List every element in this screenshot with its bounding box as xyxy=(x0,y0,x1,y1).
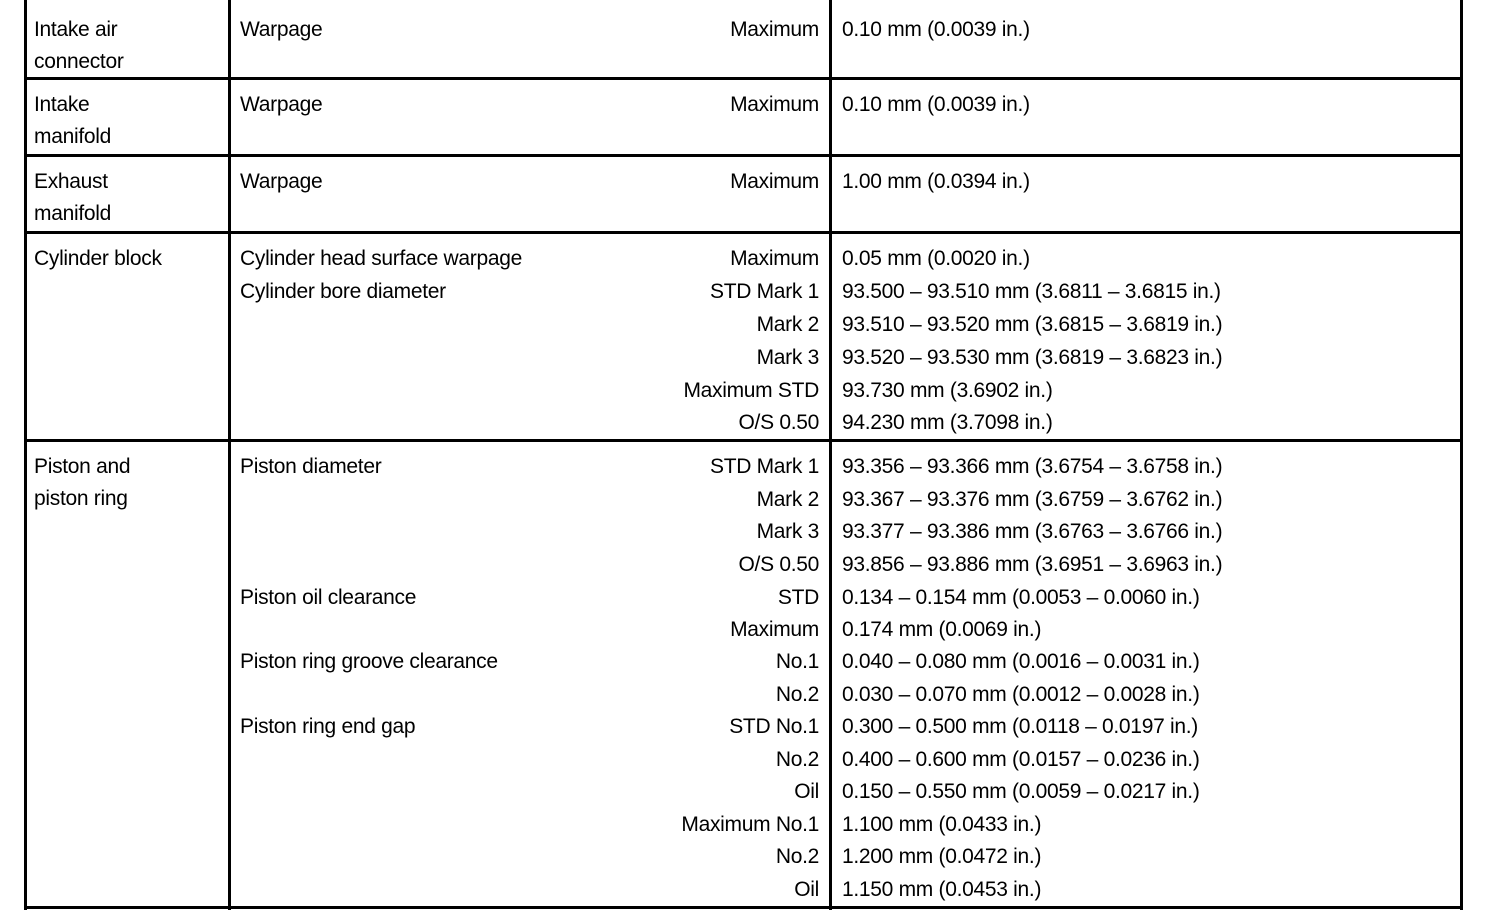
component-name: Intake xyxy=(34,93,90,116)
component-name: Piston and xyxy=(34,455,131,478)
table-column-divider-component xyxy=(228,0,231,910)
item-condition: No.2 xyxy=(775,748,819,771)
item-value: 0.400 – 0.600 mm (0.0157 – 0.0236 in.) xyxy=(842,748,1200,771)
item-condition: Mark 2 xyxy=(756,488,819,511)
table-row-separator xyxy=(24,77,1463,80)
item-condition: STD xyxy=(777,586,819,609)
item-value: 0.150 – 0.550 mm (0.0059 – 0.0217 in.) xyxy=(842,780,1200,803)
component-name: Exhaust xyxy=(34,170,108,193)
component-name: manifold xyxy=(34,125,111,148)
item-condition: Maximum xyxy=(730,18,819,41)
item-value: 93.510 – 93.520 mm (3.6815 – 3.6819 in.) xyxy=(842,313,1223,336)
table-row-separator xyxy=(24,439,1463,442)
item-label: Cylinder head surface warpage xyxy=(240,247,522,270)
item-label: Piston oil clearance xyxy=(240,586,417,609)
item-label: Warpage xyxy=(240,170,323,193)
item-condition: O/S 0.50 xyxy=(738,553,819,576)
item-condition: Mark 2 xyxy=(756,313,819,336)
item-value: 0.300 – 0.500 mm (0.0118 – 0.0197 in.) xyxy=(842,715,1198,738)
item-value: 1.100 mm (0.0433 in.) xyxy=(842,813,1042,836)
table-column-divider-value xyxy=(829,0,832,910)
item-value: 0.030 – 0.070 mm (0.0012 – 0.0028 in.) xyxy=(842,683,1200,706)
item-label: Piston ring end gap xyxy=(240,715,416,738)
item-condition: O/S 0.50 xyxy=(738,411,819,434)
item-condition: Maximum STD xyxy=(683,379,819,402)
item-condition: Maximum xyxy=(730,93,819,116)
item-value: 93.367 – 93.376 mm (3.6759 – 3.6762 in.) xyxy=(842,488,1223,511)
item-label: Warpage xyxy=(240,93,323,116)
item-value: 94.230 mm (3.7098 in.) xyxy=(842,411,1053,434)
component-name: piston ring xyxy=(34,487,128,510)
item-value: 0.10 mm (0.0039 in.) xyxy=(842,18,1030,41)
item-value: 0.040 – 0.080 mm (0.0016 – 0.0031 in.) xyxy=(842,650,1200,673)
table-row-separator xyxy=(24,154,1463,157)
item-value: 93.356 – 93.366 mm (3.6754 – 3.6758 in.) xyxy=(842,455,1223,478)
item-label: Piston diameter xyxy=(240,455,382,478)
item-condition: STD Mark 1 xyxy=(709,455,819,478)
item-condition: Maximum xyxy=(730,247,819,270)
item-value: 93.500 – 93.510 mm (3.6811 – 3.6815 in.) xyxy=(842,280,1221,303)
item-condition: Maximum No.1 xyxy=(681,813,819,836)
item-label: Cylinder bore diameter xyxy=(240,280,446,303)
item-condition: Oil xyxy=(794,780,819,803)
item-condition: No.2 xyxy=(775,683,819,706)
table-border-right xyxy=(1460,0,1463,910)
component-name: connector xyxy=(34,50,124,73)
item-value: 93.856 – 93.886 mm (3.6951 – 3.6963 in.) xyxy=(842,553,1223,576)
item-condition: Oil xyxy=(794,878,819,901)
item-value: 93.730 mm (3.6902 in.) xyxy=(842,379,1053,402)
item-condition: Mark 3 xyxy=(756,346,819,369)
item-value: 1.00 mm (0.0394 in.) xyxy=(842,170,1030,193)
item-condition: Maximum xyxy=(730,170,819,193)
component-name: Cylinder block xyxy=(34,247,162,270)
item-value: 0.05 mm (0.0020 in.) xyxy=(842,247,1030,270)
item-value: 0.134 – 0.154 mm (0.0053 – 0.0060 in.) xyxy=(842,586,1200,609)
table-row-separator xyxy=(24,231,1463,234)
item-condition: Mark 3 xyxy=(756,520,819,543)
item-value: 1.150 mm (0.0453 in.) xyxy=(842,878,1042,901)
component-name: Intake air xyxy=(34,18,118,41)
item-value: 1.200 mm (0.0472 in.) xyxy=(842,845,1042,868)
component-name: manifold xyxy=(34,202,111,225)
item-value: 93.377 – 93.386 mm (3.6763 – 3.6766 in.) xyxy=(842,520,1223,543)
item-label: Piston ring groove clearance xyxy=(240,650,498,673)
item-condition: Maximum xyxy=(730,618,819,641)
item-value: 93.520 – 93.530 mm (3.6819 – 3.6823 in.) xyxy=(842,346,1223,369)
item-value: 0.10 mm (0.0039 in.) xyxy=(842,93,1030,116)
item-label: Warpage xyxy=(240,18,323,41)
item-value: 0.174 mm (0.0069 in.) xyxy=(842,618,1042,641)
item-condition: No.2 xyxy=(775,845,819,868)
item-condition: No.1 xyxy=(775,650,819,673)
item-condition: STD Mark 1 xyxy=(709,280,819,303)
table-border-left xyxy=(24,0,27,910)
item-condition: STD No.1 xyxy=(729,715,819,738)
table-border-bottom xyxy=(24,906,1463,909)
